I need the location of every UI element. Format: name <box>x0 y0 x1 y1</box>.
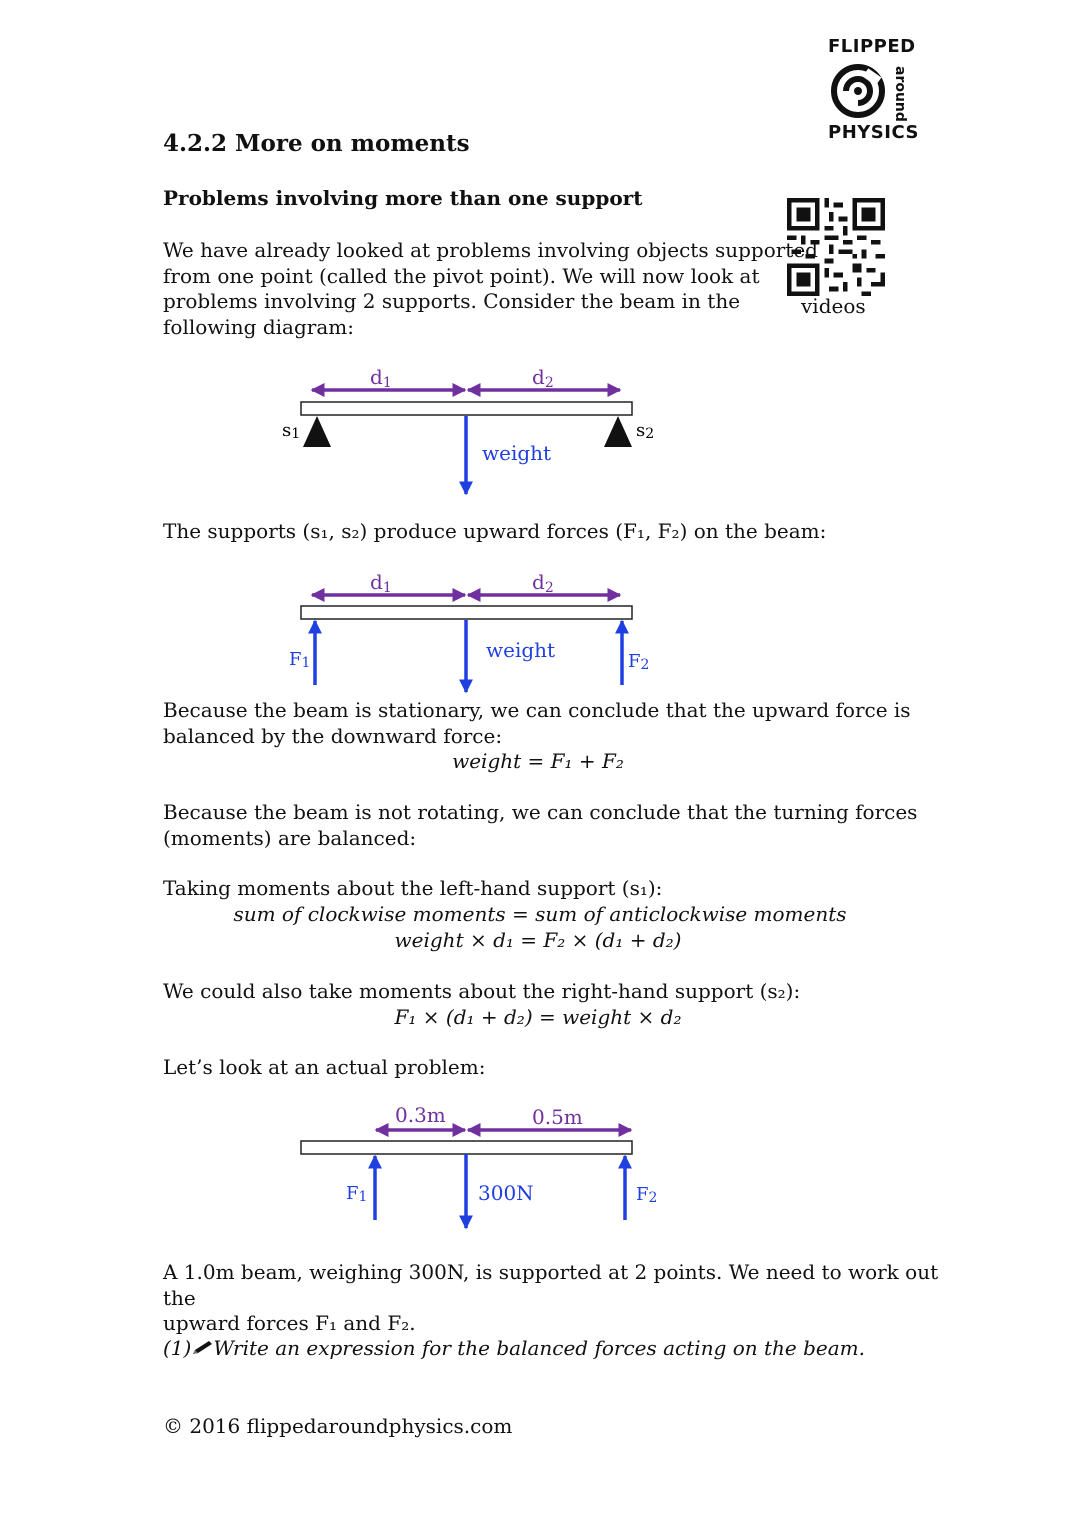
logo-top-word: FLIPPED <box>828 36 916 57</box>
left-moments-line: Taking moments about the left-hand support (s₁): <box>163 876 663 900</box>
equation-moments-left: weight × d₁ = F₂ × (d₁ + d₂) <box>394 928 682 952</box>
rotating-paragraph <box>163 800 923 851</box>
beam <box>301 606 632 619</box>
pencil-icon <box>191 1337 213 1351</box>
logo-bottom-word: PHYSICS <box>828 122 919 143</box>
d2-label: d2 <box>532 365 554 391</box>
right-moments-line: We could also take moments about the right-hand support (s₂): <box>163 979 801 1003</box>
problem-paragraph <box>163 1260 943 1337</box>
text-line: balanced by the downward force: <box>163 723 503 748</box>
text-line: (moments) are balanced: <box>163 825 417 850</box>
f1-label: F1 <box>289 649 311 671</box>
question-number: (1) <box>163 1336 192 1360</box>
question-text: Write an expression for the balanced forces acting on the beam. <box>213 1336 866 1360</box>
beam <box>301 1141 632 1154</box>
d2-label: d2 <box>532 570 554 596</box>
question <box>163 1336 923 1362</box>
actual-problem-line: Let’s look at an actual problem: <box>163 1055 486 1079</box>
logo <box>820 36 920 146</box>
weight-label: weight <box>486 638 556 662</box>
text-line: upward forces F₁ and F₂. <box>163 1311 416 1335</box>
text-line: from one point (called the pivot point). We will now look at <box>163 263 760 288</box>
d1-label: d1 <box>370 570 392 596</box>
footer-copyright: © 2016 flippedaroundphysics.com <box>163 1414 513 1438</box>
f2-label: F2 <box>636 1184 658 1206</box>
weight-label: weight <box>482 441 552 465</box>
support-s1 <box>303 416 331 447</box>
left-distance-label: 0.3m <box>395 1103 446 1127</box>
spiral-icon <box>828 58 888 124</box>
text-line: Because the beam is not rotating, we can conclude that the turning forces <box>163 800 918 824</box>
s1-label: s1 <box>282 420 301 442</box>
text-line: Because the beam is stationary, we can conclude that the upward force is <box>163 698 911 722</box>
support-s2 <box>604 416 632 447</box>
beam-diagram-problem <box>0 1100 1080 1235</box>
text-line: following diagram: <box>163 314 354 339</box>
stationary-paragraph <box>163 698 923 749</box>
supports-text: The supports (s₁, s₂) produce upward forces (F₁, F₂) on the beam: <box>163 519 827 543</box>
d1-label: d1 <box>370 365 392 391</box>
intro-paragraph <box>163 238 923 340</box>
equation-moments-general: sum of clockwise moments = sum of anticlockwise moments <box>233 902 847 926</box>
section-subtitle: Problems involving more than one support <box>163 186 643 210</box>
beam-diagram-forces <box>0 565 1080 695</box>
s2-label: s2 <box>636 420 655 442</box>
text-line: problems involving 2 supports. Consider the beam in the <box>163 289 741 313</box>
page-title: 4.2.2 More on moments <box>163 130 470 157</box>
text-line: We have already looked at problems involving objects supported <box>163 238 818 262</box>
qr-caption: videos <box>801 294 866 318</box>
f1-label: F1 <box>346 1183 368 1205</box>
right-distance-label: 0.5m <box>532 1105 583 1129</box>
logo-side-word: around <box>892 66 908 122</box>
text-line: A 1.0m beam, weighing 300N, is supported at 2 points. We need to work out the <box>163 1260 939 1310</box>
beam-diagram-supports <box>0 360 1080 505</box>
weight-label: 300N <box>478 1181 534 1205</box>
beam <box>301 402 632 415</box>
f2-label: F2 <box>628 651 650 673</box>
equation-moments-right: F₁ × (d₁ + d₂) = weight × d₂ <box>394 1005 682 1029</box>
equation-forces: weight = F₁ + F₂ <box>452 749 624 773</box>
